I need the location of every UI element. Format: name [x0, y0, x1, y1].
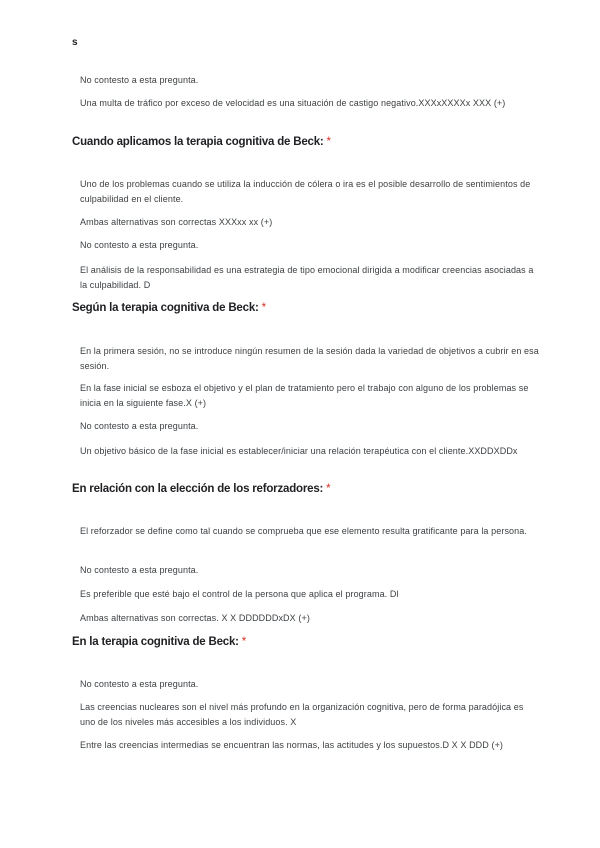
- answer-option: No contesto a esta pregunta.: [80, 679, 199, 689]
- question-title: [72, 636, 246, 648]
- question-title-text: Cuando aplicamos la terapia cognitiva de Beck:: [72, 136, 324, 148]
- answer-option: Entre las creencias intermedias se encuentran las normas, las actitudes y los supuestos.D X X DDD (+): [80, 740, 504, 750]
- answer-option: Ambas alternativas son correctas. X X DDDDDDxDX (+): [80, 613, 310, 623]
- answer-option: Un objetivo básico de la fase inicial es establecer/iniciar una relación terapéutica con el cliente.XXDDXDDx: [80, 446, 518, 456]
- answer-option: Las creencias nucleares son el nivel más profundo en la organización cognitiva, pero de forma paradójica es uno de los niveles más accesibles a los individuos. X: [80, 702, 524, 727]
- question-title-text: En relación con la elección de los reforzadores:: [72, 483, 324, 495]
- question-title: [72, 483, 330, 495]
- question-title-text: En la terapia cognitiva de Beck:: [72, 636, 239, 648]
- answer-option: En la primera sesión, no se introduce ningún resumen de la sesión dada la variedad de objetivos a cubrir en esa sesión.: [80, 346, 539, 371]
- answer-option: No contesto a esta pregunta.: [80, 240, 199, 250]
- required-asterisk: *: [326, 136, 331, 148]
- answer-option: Es preferible que esté bajo el control de la persona que aplica el programa. Dl: [80, 589, 399, 599]
- required-asterisk: *: [241, 636, 247, 648]
- answer-option: El análisis de la responsabilidad es una estrategia de tipo emocional dirigida a modificar creencias asociadas a la culpabilidad. D: [80, 265, 534, 290]
- answer-option: Una multa de tráfico por exceso de velocidad es una situación de castigo negativo.XXXxXXXXx XXX (+): [80, 98, 506, 108]
- answer-option: Ambas alternativas son correctas XXXxx xx (+): [80, 217, 273, 227]
- question-title-text: Según la terapia cognitiva de Beck:: [72, 302, 259, 314]
- required-asterisk: *: [326, 483, 331, 495]
- answer-option: No contesto a esta pregunta.: [80, 421, 199, 431]
- required-asterisk: *: [261, 302, 266, 314]
- answer-option: En la fase inicial se esboza el objetivo y el plan de tratamiento pero el trabajo con alguno de los problemas se inicia en la siguiente fase.X (+): [80, 383, 529, 408]
- answer-option: El reforzador se define como tal cuando se comprueba que ese elemento resulta gratificante para la persona.: [80, 526, 527, 536]
- page-marker: s: [72, 37, 78, 48]
- question-title: [72, 136, 331, 148]
- answer-option: No contesto a esta pregunta.: [80, 75, 199, 85]
- answer-option: Uno de los problemas cuando se utiliza la inducción de cólera o ira es el posible desarrollo de sentimientos de culpabilidad en el cliente.: [80, 179, 531, 204]
- answer-option: No contesto a esta pregunta.: [80, 565, 199, 575]
- question-title: [72, 302, 266, 314]
